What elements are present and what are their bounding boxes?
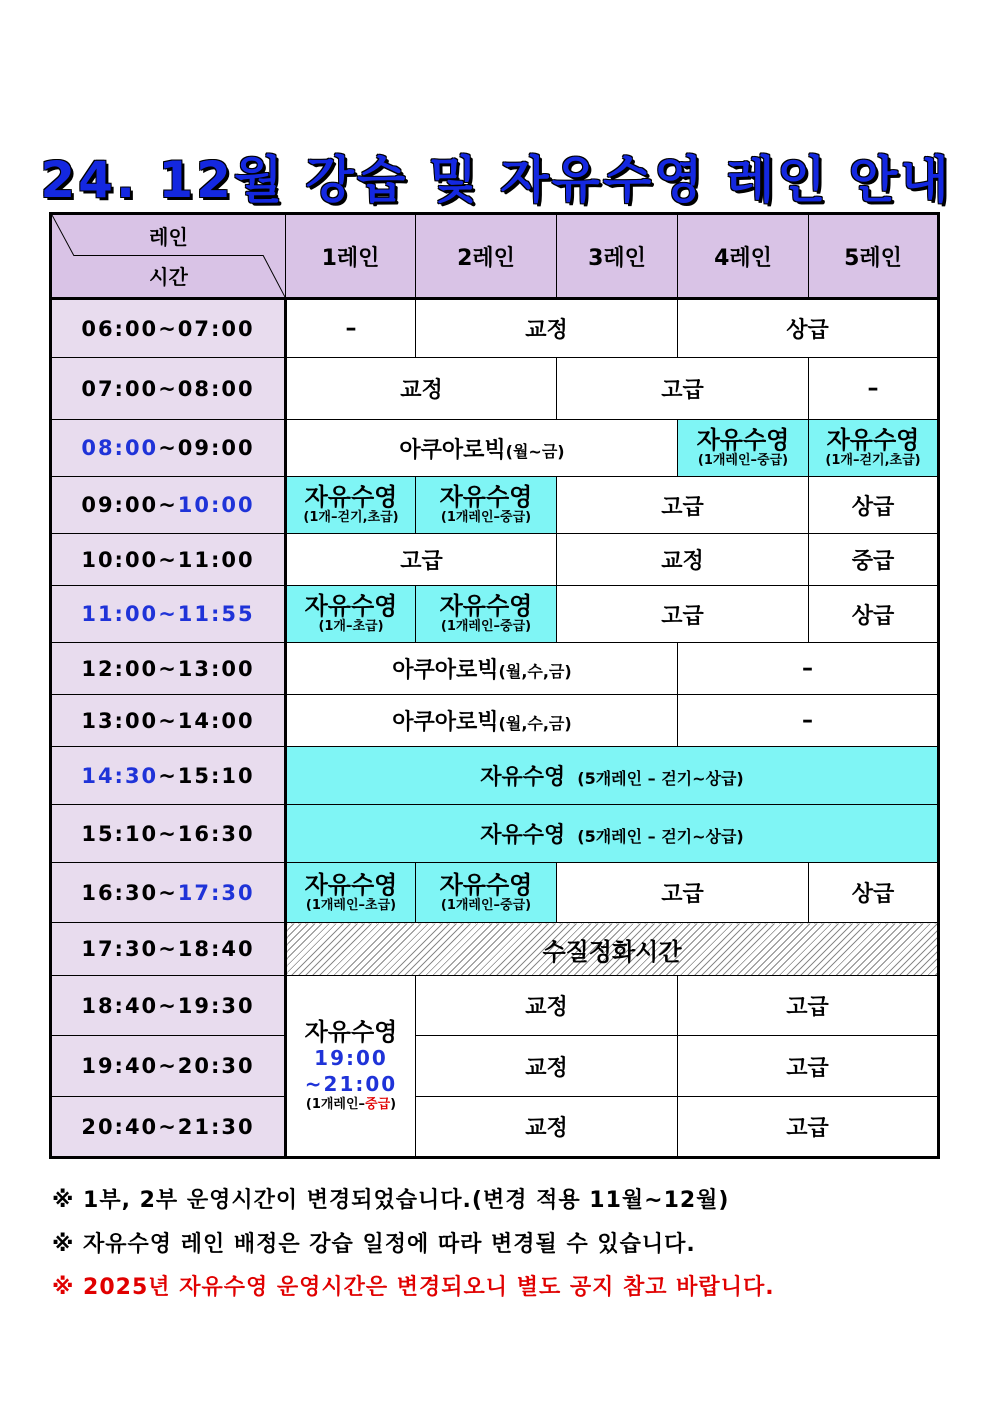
lane-header-5: 5레인 (809, 214, 939, 299)
note-2: ※ 자유수영 레인 배정은 강습 일정에 따라 변경될 수 있습니다. (52, 1232, 696, 1257)
time-cell: 14:30~15:10 (51, 747, 286, 805)
lane-cell: 고급 (678, 976, 939, 1036)
time-cell: 16:30~17:30 (51, 863, 286, 923)
schedule-row (51, 534, 939, 586)
time-cell: 11:00~11:55 (51, 586, 286, 643)
schedule-row (51, 805, 939, 863)
lane-cell: 아쿠아로빅(월,수,금) (286, 643, 678, 695)
schedule-row (51, 299, 939, 358)
free-swim-cell: 자유수영 (1개레인–중급) (416, 477, 557, 534)
corner-time-label: 시간 (149, 265, 188, 289)
schedule-row (51, 923, 939, 976)
free-swim-cell: 자유수영 (1개레인–초급) (286, 863, 416, 923)
schedule-row (51, 976, 939, 1036)
free-swim-cell: 자유수영 (1개–초급) (286, 586, 416, 643)
lane-cell: 고급 (678, 1097, 939, 1158)
lane-header-4: 4레인 (678, 214, 809, 299)
time-cell: 13:00~14:00 (51, 695, 286, 747)
free-swim-cell: 자유수영 (1개–걷기,초급) (809, 420, 939, 477)
lane-cell: – (678, 695, 939, 747)
time-cell: 18:40~19:30 (51, 976, 286, 1036)
header-row (51, 214, 939, 299)
lane-header-1: 1레인 (286, 214, 416, 299)
lane-cell: 교정 (416, 1097, 678, 1158)
lane-header-3: 3레인 (557, 214, 678, 299)
lane-cell: 아쿠아로빅(월,수,금) (286, 695, 678, 747)
time-cell: 10:00~11:00 (51, 534, 286, 586)
lane-cell: 상급 (809, 586, 939, 643)
lane-cell: – (678, 643, 939, 695)
schedule-row (51, 420, 939, 477)
note-1: ※ 1부, 2부 운영시간이 변경되었습니다.(변경 적용 11월~12월) (52, 1188, 730, 1213)
free-swim-cell: 자유수영 (5개레인 – 걷기~상급) (286, 805, 939, 863)
corner-header (51, 214, 286, 299)
lane-cell: 고급 (678, 1036, 939, 1097)
lane-cell: 고급 (557, 586, 809, 643)
free-swim-cell: 자유수영 (1개레인–중급) (416, 863, 557, 923)
free-swim-cell: 자유수영 (1개레인–중급) (416, 586, 557, 643)
lane-cell: 아쿠아로빅(월~금) (286, 420, 678, 477)
lane-cell: 교정 (286, 358, 557, 420)
schedule-row (51, 358, 939, 420)
lane-cell: 상급 (809, 863, 939, 923)
free-swim-cell: 자유수영 (5개레인 – 걷기~상급) (286, 747, 939, 805)
lane-cell: 고급 (557, 358, 809, 420)
note-3: ※ 2025년 자유수영 운영시간은 변경되오니 별도 공지 참고 바랍니다. (52, 1275, 775, 1300)
time-cell: 07:00~08:00 (51, 358, 286, 420)
free-swim-cell: 자유수영 (1개–걷기,초급) (286, 477, 416, 534)
time-cell: 20:40~21:30 (51, 1097, 286, 1158)
time-cell: 15:10~16:30 (51, 805, 286, 863)
free-swim-cell: 자유수영 (1개레인–중급) (678, 420, 809, 477)
time-cell: 12:00~13:00 (51, 643, 286, 695)
lane-cell: 고급 (557, 477, 809, 534)
corner-lane-label: 레인 (149, 225, 188, 249)
lane-cell: 고급 (557, 863, 809, 923)
time-cell: 09:00~10:00 (51, 477, 286, 534)
lane-cell: 교정 (416, 299, 678, 358)
lane-cell: 상급 (678, 299, 939, 358)
schedule-row (51, 863, 939, 923)
evening-free-swim-cell: 자유수영 19:00 ~21:00 (1개레인–중급) (286, 976, 416, 1158)
schedule-row (51, 586, 939, 643)
time-cell: 06:00~07:00 (51, 299, 286, 358)
schedule-row (51, 477, 939, 534)
schedule-row (51, 1036, 939, 1097)
time-cell: 08:00~09:00 (51, 420, 286, 477)
time-cell: 17:30~18:40 (51, 923, 286, 976)
schedule-row (51, 1097, 939, 1158)
schedule-row (51, 643, 939, 695)
lane-cell: – (809, 358, 939, 420)
lane-cell: 고급 (286, 534, 557, 586)
lane-cell: 상급 (809, 477, 939, 534)
schedule-row (51, 695, 939, 747)
lane-cell: 교정 (416, 976, 678, 1036)
lane-header-2: 2레인 (416, 214, 557, 299)
lane-cell: 중급 (809, 534, 939, 586)
page-title: 24. 12월 강습 및 자유수영 레인 안내 (40, 151, 952, 209)
water-purification-cell: 수질정화시간 (286, 923, 939, 976)
schedule-row (51, 747, 939, 805)
lane-cell: 교정 (416, 1036, 678, 1097)
lane-cell: – (286, 299, 416, 358)
time-cell: 19:40~20:30 (51, 1036, 286, 1097)
lane-schedule-table (49, 212, 940, 1159)
lane-cell: 교정 (557, 534, 809, 586)
